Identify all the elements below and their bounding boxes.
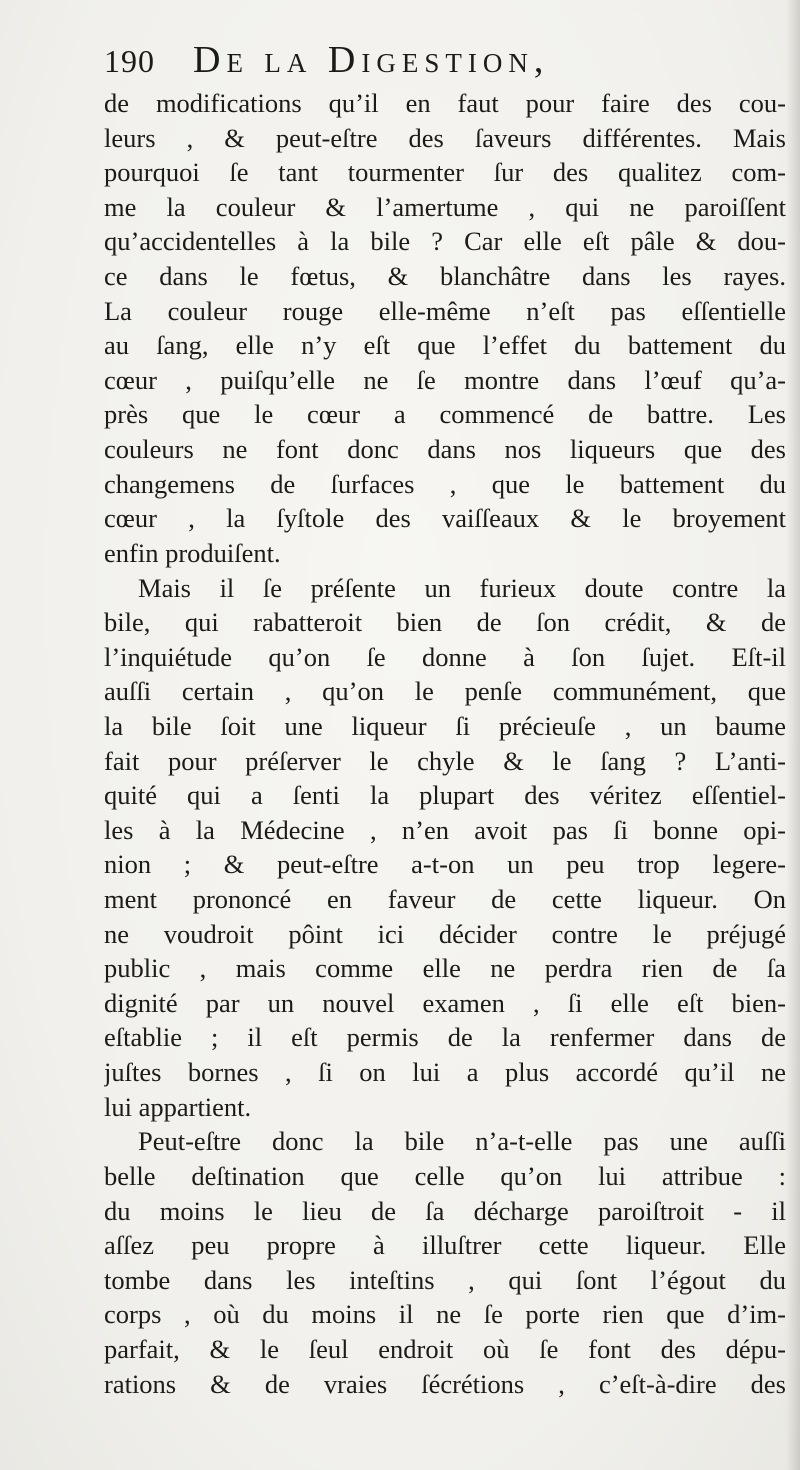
text-line: de modifications qu’il en faut pour faire des cou- <box>104 88 786 118</box>
text-line: Mais il ſe préſente un furieux doute contre la <box>138 572 786 603</box>
text-line: aſſez peu propre à illuſtrer cette liqueur. Elle <box>104 1230 786 1261</box>
text-line: parfait, & le ſeul endroit où ſe font des dépu- <box>104 1333 786 1364</box>
text-line: qu’accidentelles à la bile ? Car elle eſt pâle & dou- <box>104 226 786 257</box>
text-line: la bile ſoit une liqueur ſi précieuſe , un baume <box>104 710 786 741</box>
text-line: enfin produiſent. <box>104 537 281 568</box>
text-line: fait pour préſerver le chyle & le ſang ? L’anti- <box>104 745 786 776</box>
text-line: nion ; & peut-eſtre a-t-on un peu trop legere- <box>104 849 786 880</box>
text-line: quité qui a ſenti la plupart des véritez eſſentiel- <box>104 780 786 811</box>
text-line: auſſi certain , qu’on le penſe communément, que <box>104 676 786 707</box>
text-line: public , mais comme elle ne perdra rien de ſa <box>104 953 786 984</box>
text-line: corps , où du moins il ne ſe porte rien que d’im- <box>104 1299 786 1330</box>
text-line: leurs , & peut-eſtre des ſaveurs différentes. Mais <box>104 122 786 153</box>
text-line: juſtes bornes , ſi on lui a plus accordé qu’il ne <box>104 1057 786 1088</box>
text-line: tombe dans les inteſtins , qui ſont l’égout du <box>104 1264 786 1295</box>
text-line: rations & de vraies ſécrétions , c’eſt-à-dire des <box>104 1368 786 1399</box>
running-title: De la Digestion, <box>193 39 550 81</box>
text-line: ment prononcé en faveur de cette liqueur. On <box>104 884 786 915</box>
text-line: lui appartient. <box>104 1091 252 1122</box>
text-line: Peut-eſtre donc la bile n’a-t-elle pas une auſſi <box>138 1126 786 1157</box>
text-line: eſtablie ; il eſt permis de la renfermer dans de <box>104 1022 786 1053</box>
page-header <box>104 38 784 88</box>
text-line: couleurs ne font donc dans nos liqueurs que des <box>104 434 786 465</box>
page-edge-shadow <box>786 0 800 1470</box>
text-line: bile, qui rabatteroit bien de ſon crédit, & de <box>104 607 786 638</box>
text-line: changemens de ſurfaces , que le battement du <box>104 468 786 499</box>
text-line: pourquoi ſe tant tourmenter ſur des qualitez com- <box>104 157 786 188</box>
body-text <box>104 86 786 1401</box>
text-line: au ſang, elle n’y eſt que l’effet du battement du <box>104 330 786 361</box>
text-line: du moins le lieu de ſa décharge paroiſtroit - il <box>104 1195 786 1226</box>
text-line: me la couleur & l’amertume , qui ne paroiſſent <box>104 191 786 222</box>
text-line: l’inquiétude qu’on ſe donne à ſon ſujet. Eſt-il <box>104 641 786 672</box>
text-line: cœur , la ſyſtole des vaiſſeaux & le broyement <box>104 503 786 534</box>
text-line: La couleur rouge elle-même n’eſt pas eſſentielle <box>104 295 786 326</box>
text-line: ne voudroit pôint ici décider contre le préjugé <box>104 918 786 949</box>
text-line: dignité par un nouvel examen , ſi elle eſt bien- <box>104 987 786 1018</box>
text-line: cœur , puiſqu’elle ne ſe montre dans l’œuf qu’a- <box>104 364 786 395</box>
page-number: 190 <box>104 43 155 79</box>
text-line: près que le cœur a commencé de battre. Les <box>104 399 786 430</box>
text-line: ce dans le fœtus, & blanchâtre dans les rayes. <box>104 261 786 292</box>
text-line: belle deſtination que celle qu’on lui attribue : <box>104 1160 786 1191</box>
text-line: les à la Médecine , n’en avoit pas ſi bonne opi- <box>104 814 786 845</box>
